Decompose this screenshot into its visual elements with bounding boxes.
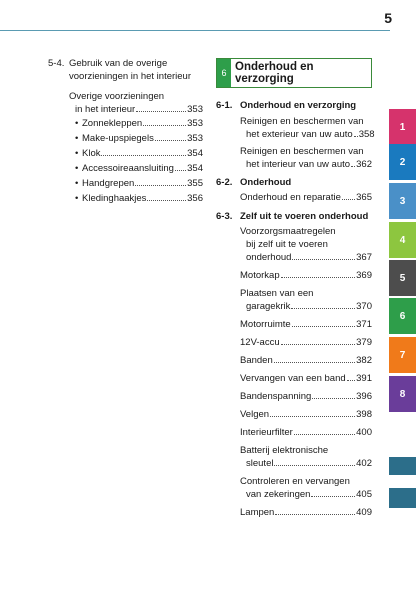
entry-label: Banden <box>240 355 273 366</box>
toc-bullet-item[interactable] <box>75 146 203 161</box>
section-number: 6-2. <box>216 177 233 188</box>
toc-entry[interactable] <box>240 475 372 501</box>
entry-label: Zonnekleppen <box>82 118 143 129</box>
entry-page: 396 <box>356 391 372 402</box>
dot-leader <box>312 398 355 399</box>
entry-label-line1: Voorzorgsmaatregelen <box>240 226 336 237</box>
bullet-mark: • <box>75 118 79 129</box>
dot-leader <box>147 200 186 201</box>
section-title: Onderhoud <box>240 177 292 188</box>
entry-page: 400 <box>356 427 372 438</box>
entry-page: 398 <box>356 409 372 420</box>
entry-label: 12V-accu <box>240 337 280 348</box>
entry-label: Make-upspiegels <box>82 133 154 144</box>
dot-leader <box>281 344 356 345</box>
entry-page: 402 <box>356 458 372 469</box>
dot-leader <box>175 170 186 171</box>
dot-leader <box>292 259 355 260</box>
toc-bullet-item[interactable] <box>75 191 203 206</box>
toc-entry[interactable] <box>240 336 372 349</box>
entry-label: garagekrik <box>246 301 291 312</box>
dot-leader <box>292 326 355 327</box>
bullet-list <box>48 116 203 206</box>
toc-right-column <box>216 58 375 519</box>
chapter-tab-label: 8 <box>399 388 406 400</box>
dot-leader <box>294 434 355 435</box>
entry-page: 353 <box>187 104 203 115</box>
entry-label: onderhoud <box>246 252 292 263</box>
entry-label-line1: Overige voorzieningen <box>69 91 165 102</box>
section-6-1-entries <box>216 115 375 171</box>
entry-page: 362 <box>356 159 372 170</box>
chapter-tab-label: 7 <box>399 349 406 361</box>
entry-label-line1: Controleren en vervangen <box>240 476 350 487</box>
toc-entry[interactable] <box>240 426 372 439</box>
section-number: 6-1. <box>216 100 233 111</box>
toc-bullet-item[interactable] <box>75 131 203 146</box>
chapter-tab-5[interactable] <box>389 260 416 296</box>
entry-label: Vervangen van een band <box>240 373 346 384</box>
section-heading-6-1[interactable] <box>216 99 372 112</box>
entry-page: 355 <box>187 178 203 189</box>
dot-leader <box>342 199 355 200</box>
entry-page: 354 <box>187 148 203 159</box>
toc-entry[interactable] <box>240 390 372 403</box>
toc-entry[interactable] <box>240 115 375 141</box>
entry-page: 354 <box>187 163 203 174</box>
dot-leader <box>347 380 355 381</box>
chapter-tab-4[interactable] <box>389 222 416 258</box>
entry-label-line1: Reinigen en beschermen van <box>240 116 364 127</box>
bullet-mark: • <box>75 193 79 204</box>
bullet-mark: • <box>75 148 79 159</box>
chapter-number: 6 <box>217 59 231 87</box>
entry-page: 358 <box>358 129 375 140</box>
chapter-index-tabs <box>389 0 416 590</box>
entry-label: het exterieur van uw auto <box>246 129 353 140</box>
entry-label: Handgrepen <box>82 178 135 189</box>
entry-label: Motorkap <box>240 270 280 281</box>
section-number: 6-3. <box>216 211 233 222</box>
entry-page: 353 <box>187 118 203 129</box>
dot-leader <box>155 140 186 141</box>
toc-entry-overige-voorzieningen[interactable] <box>48 90 203 116</box>
chapter-tab-label: 5 <box>399 272 406 284</box>
entry-page: 369 <box>356 270 372 281</box>
dot-leader <box>270 416 355 417</box>
entry-label: in het interieur <box>75 104 136 115</box>
dot-leader <box>274 465 355 466</box>
section-heading-6-3[interactable] <box>216 210 372 223</box>
toc-bullet-item[interactable] <box>75 161 203 176</box>
chapter-tab-3[interactable] <box>389 183 416 219</box>
chapter-tab-label: 4 <box>399 234 406 246</box>
section-6-3-entries <box>216 225 372 519</box>
toc-entry[interactable] <box>240 506 372 519</box>
section-6-3-list <box>240 269 372 519</box>
index-tab[interactable] <box>389 457 416 475</box>
entry-label: het interieur van uw auto <box>246 159 351 170</box>
chapter-tab-label: 3 <box>399 195 406 207</box>
section-title: Onderhoud en verzorging <box>240 100 357 111</box>
chapter-tab-label: 6 <box>399 310 406 322</box>
toc-entry[interactable] <box>240 191 372 204</box>
entry-label: Bandenspanning <box>240 391 312 402</box>
dot-leader <box>351 166 355 167</box>
entry-label: Velgen <box>240 409 270 420</box>
entry-page: 391 <box>356 373 372 384</box>
toc-entry[interactable] <box>240 287 372 313</box>
section-6-2-entries <box>216 191 372 204</box>
entry-label-line1: Batterij elektronische <box>240 445 329 456</box>
entry-label: sleutel <box>246 458 274 469</box>
bullet-mark: • <box>75 163 79 174</box>
entry-label: Klok <box>82 148 101 159</box>
entry-label: Motorruimte <box>240 319 291 330</box>
chapter-tab-1[interactable] <box>389 109 416 145</box>
entry-label: Accessoireaansluiting <box>82 163 174 174</box>
dot-leader <box>135 185 186 186</box>
page-number: 5 <box>384 10 392 26</box>
dot-leader <box>354 136 358 137</box>
entry-label-line1: Reinigen en beschermen van <box>240 146 364 157</box>
chapter-tab-label: 2 <box>399 156 406 168</box>
entry-page: 353 <box>187 133 203 144</box>
section-number: 5-4. <box>48 58 65 69</box>
chapter-tab-2[interactable] <box>389 144 416 180</box>
entry-label: Interieurfilter <box>240 427 293 438</box>
index-tab[interactable] <box>389 488 416 508</box>
section-heading-5-4[interactable] <box>48 57 203 83</box>
toc-entry[interactable] <box>240 444 372 470</box>
entry-label: Kledinghaakjes <box>82 193 147 204</box>
entry-page: 382 <box>356 355 372 366</box>
toc-entry[interactable] <box>240 318 372 331</box>
toc-entry[interactable] <box>240 145 372 171</box>
toc-left-column <box>48 57 203 206</box>
toc-entry[interactable] <box>240 354 372 367</box>
entry-label: Lampen <box>240 507 275 518</box>
chapter-tab-label: 1 <box>399 121 406 133</box>
entry-label: van zekeringen <box>246 489 311 500</box>
dot-leader <box>274 362 355 363</box>
bullet-mark: • <box>75 178 79 189</box>
toc-bullet-item[interactable] <box>75 116 203 131</box>
entry-page: 356 <box>187 193 203 204</box>
entry-page: 367 <box>356 252 372 263</box>
entry-page: 371 <box>356 319 372 330</box>
entry-page: 365 <box>356 192 372 203</box>
dot-leader <box>275 514 355 515</box>
dot-leader <box>143 125 186 126</box>
section-title: Zelf uit te voeren onderhoud <box>240 211 369 222</box>
section-title: Gebruik van de overige voorzieningen in het interieur <box>69 58 191 82</box>
bullet-mark: • <box>75 133 79 144</box>
toc-bullet-item[interactable] <box>75 176 203 191</box>
toc-entry[interactable] <box>240 408 372 421</box>
dot-leader <box>281 277 356 278</box>
chapter-tab-6[interactable] <box>389 298 416 334</box>
entry-page: 409 <box>356 507 372 518</box>
entry-page: 405 <box>356 489 372 500</box>
chapter-header[interactable] <box>216 58 372 88</box>
chapter-tab-8[interactable] <box>389 376 416 412</box>
dot-leader <box>136 111 186 112</box>
entry-label: Onderhoud en reparatie <box>240 192 341 203</box>
dot-leader <box>311 496 355 497</box>
chapter-tab-7[interactable] <box>389 337 416 373</box>
dot-leader <box>291 308 355 309</box>
toc-entry[interactable] <box>240 372 372 385</box>
entry-label-line1: Plaatsen van een <box>240 288 314 299</box>
entry-label-line2: bij zelf uit te voeren <box>246 239 328 250</box>
dot-leader <box>101 155 186 156</box>
toc-entry[interactable] <box>240 225 372 264</box>
section-heading-6-2[interactable] <box>216 176 372 189</box>
header-rule <box>0 30 390 31</box>
entry-page: 379 <box>356 337 372 348</box>
chapter-title: Onderhoud en verzorging <box>235 61 314 85</box>
toc-entry[interactable] <box>240 269 372 282</box>
entry-page: 370 <box>356 301 372 312</box>
